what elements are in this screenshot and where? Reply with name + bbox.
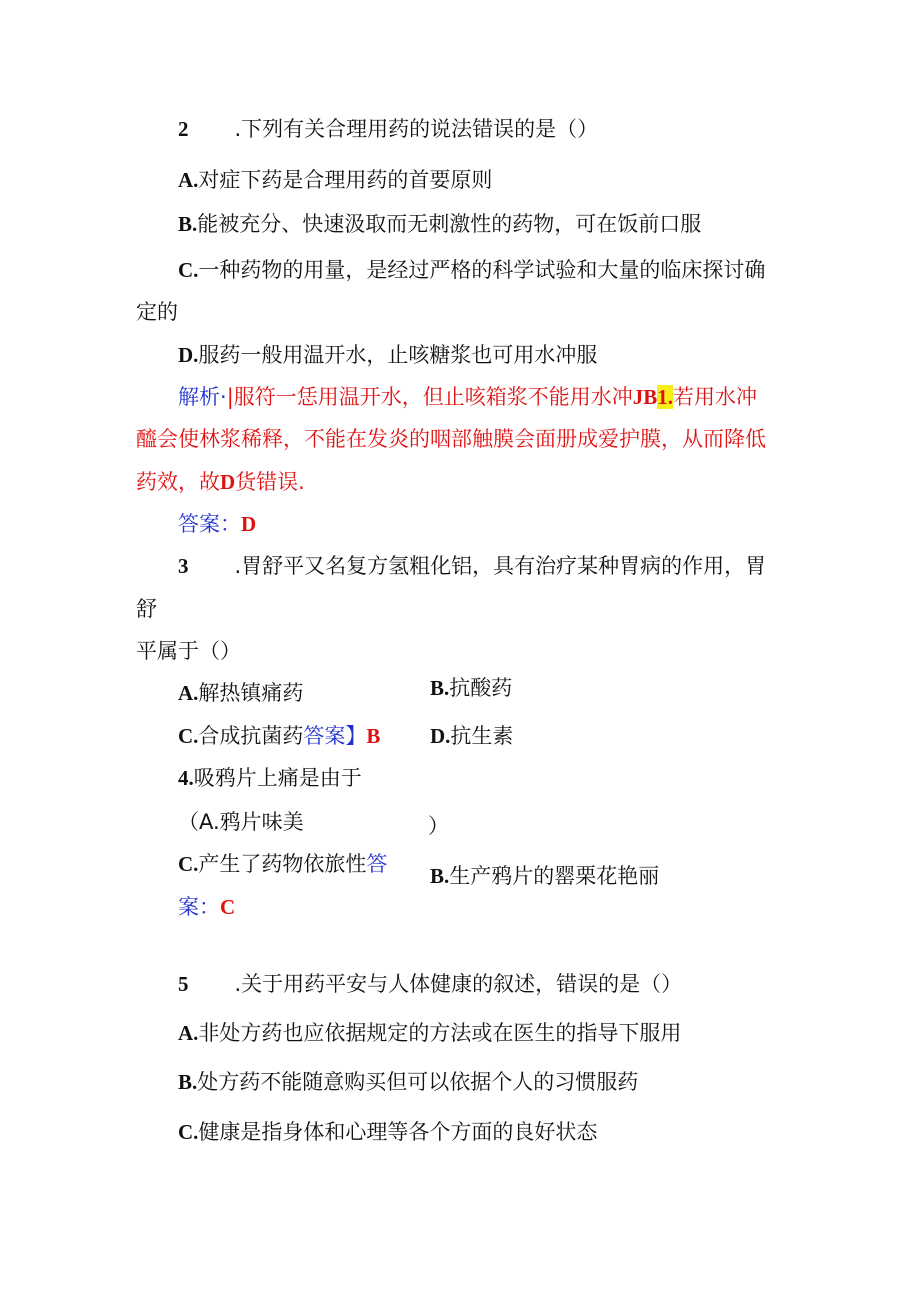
- answer-label: 答案：: [178, 512, 241, 536]
- question-text: .胃舒平又名复方氢粗化铝，具有治疗某种胃病的作用，胃: [234, 554, 767, 578]
- analysis-text: 若用水冲: [673, 385, 758, 409]
- question-number: 4.: [178, 766, 194, 790]
- analysis-text-bold: JB: [632, 385, 658, 409]
- option-label: A.: [178, 681, 199, 705]
- option-text: 服药一般用温开水，止咳糖浆也可用水冲服: [198, 343, 598, 367]
- answer-label: 案：: [178, 895, 220, 919]
- option-label: C.: [178, 1120, 199, 1144]
- option-text: 生产鸦片的罂栗花艳丽: [449, 864, 660, 888]
- answer-value: B: [366, 724, 381, 748]
- q2-analysis-line-3: [136, 468, 305, 496]
- analysis-text: 货错误.: [235, 470, 305, 494]
- q2-answer: [178, 510, 256, 538]
- option-text: 对症下药是合理用药的首要原则: [198, 168, 493, 192]
- option-text: 抗酸药: [449, 676, 513, 700]
- q2-analysis-line-1: [178, 383, 757, 411]
- answer-value: C: [220, 895, 236, 919]
- option-label: C.: [178, 852, 199, 876]
- q5-option-a: [178, 1019, 681, 1047]
- question-text: 吸鸦片上痛是由于: [193, 766, 362, 790]
- answer-label: 答: [366, 852, 388, 876]
- question-number: 2: [178, 117, 189, 141]
- option-label: D.: [178, 343, 199, 367]
- question-number: 3: [178, 554, 189, 578]
- option-label: B.: [430, 864, 450, 888]
- question-number: 5: [178, 972, 189, 996]
- q5-option-c: [178, 1118, 597, 1146]
- q2-option-d: [178, 341, 597, 369]
- q2-stem: [178, 115, 598, 143]
- q3-option-d: [430, 722, 513, 750]
- q5-option-b: [178, 1068, 638, 1096]
- option-label: C.: [178, 724, 199, 748]
- option-text: 定的: [136, 300, 178, 324]
- highlight-mark: 1.: [657, 385, 674, 409]
- q4-close-paren: ）: [428, 814, 449, 838]
- option-text: 合成抗菌药: [198, 724, 304, 748]
- option-label: B.: [178, 1070, 198, 1094]
- q2-option-a: [178, 166, 492, 194]
- q4-option-b: [430, 862, 659, 890]
- option-label: D.: [430, 724, 451, 748]
- option-label: B.: [178, 212, 198, 236]
- q3-option-c: [178, 722, 380, 750]
- option-text: 非处方药也应依据规定的方法或在医生的指导下服用: [198, 1021, 682, 1045]
- option-label: A.: [178, 1021, 199, 1045]
- q2-analysis-line-2: 醯会使林浆稀释，不能在发炎的咽部触膜会面册成爱护膜，从而降低: [136, 427, 766, 451]
- question-text: .关于用药平安与人体健康的叙述，错误的是（）: [234, 972, 683, 996]
- answer-label: 答案】: [303, 724, 367, 748]
- option-label: C.: [178, 258, 199, 282]
- q3-stem: [178, 552, 766, 580]
- analysis-text: |服符一恁用温开水，但止咳箱浆不能用水冲: [226, 385, 633, 409]
- q2-option-c: [178, 256, 765, 284]
- option-label: B.: [430, 676, 450, 700]
- option-label: A.: [178, 168, 199, 192]
- option-text: 产生了药物依旅性: [198, 852, 367, 876]
- option-text: 健康是指身体和心理等各个方面的良好状态: [198, 1120, 598, 1144]
- q4-stem: [178, 764, 362, 792]
- option-text: 处方药不能随意购买但可以依据个人的习惯服药: [197, 1070, 639, 1094]
- option-text: 解热镇痛药: [198, 681, 304, 705]
- analysis-text: 药效，故: [136, 470, 220, 494]
- q2-option-c-cont: [136, 298, 178, 326]
- analysis-label: 解析·: [178, 385, 227, 409]
- option-text: 抗生素: [450, 724, 514, 748]
- q4-option-c: [178, 850, 387, 878]
- q5-stem: [178, 970, 682, 998]
- option-text: 一种药物的用量，是经过严格的科学试验和大量的临床探讨确: [198, 258, 766, 282]
- answer-value: D: [241, 512, 257, 536]
- q3-option-a: [178, 679, 303, 707]
- question-text: .下列有关合理用药的说法错误的是（）: [234, 117, 599, 141]
- q3-option-b: [430, 674, 512, 702]
- q4-answer: [178, 893, 235, 921]
- option-text: 能被充分、快速汲取而无刺激性的药物，可在饭前口服: [197, 212, 702, 236]
- q3-stem-cont-1: 舒: [136, 597, 157, 621]
- q2-option-b: [178, 210, 701, 238]
- analysis-text-bold: D: [220, 470, 236, 494]
- q4-option-a: （A.鸦片味美: [178, 810, 304, 834]
- q3-stem-cont-2: 平属于（）: [136, 639, 241, 663]
